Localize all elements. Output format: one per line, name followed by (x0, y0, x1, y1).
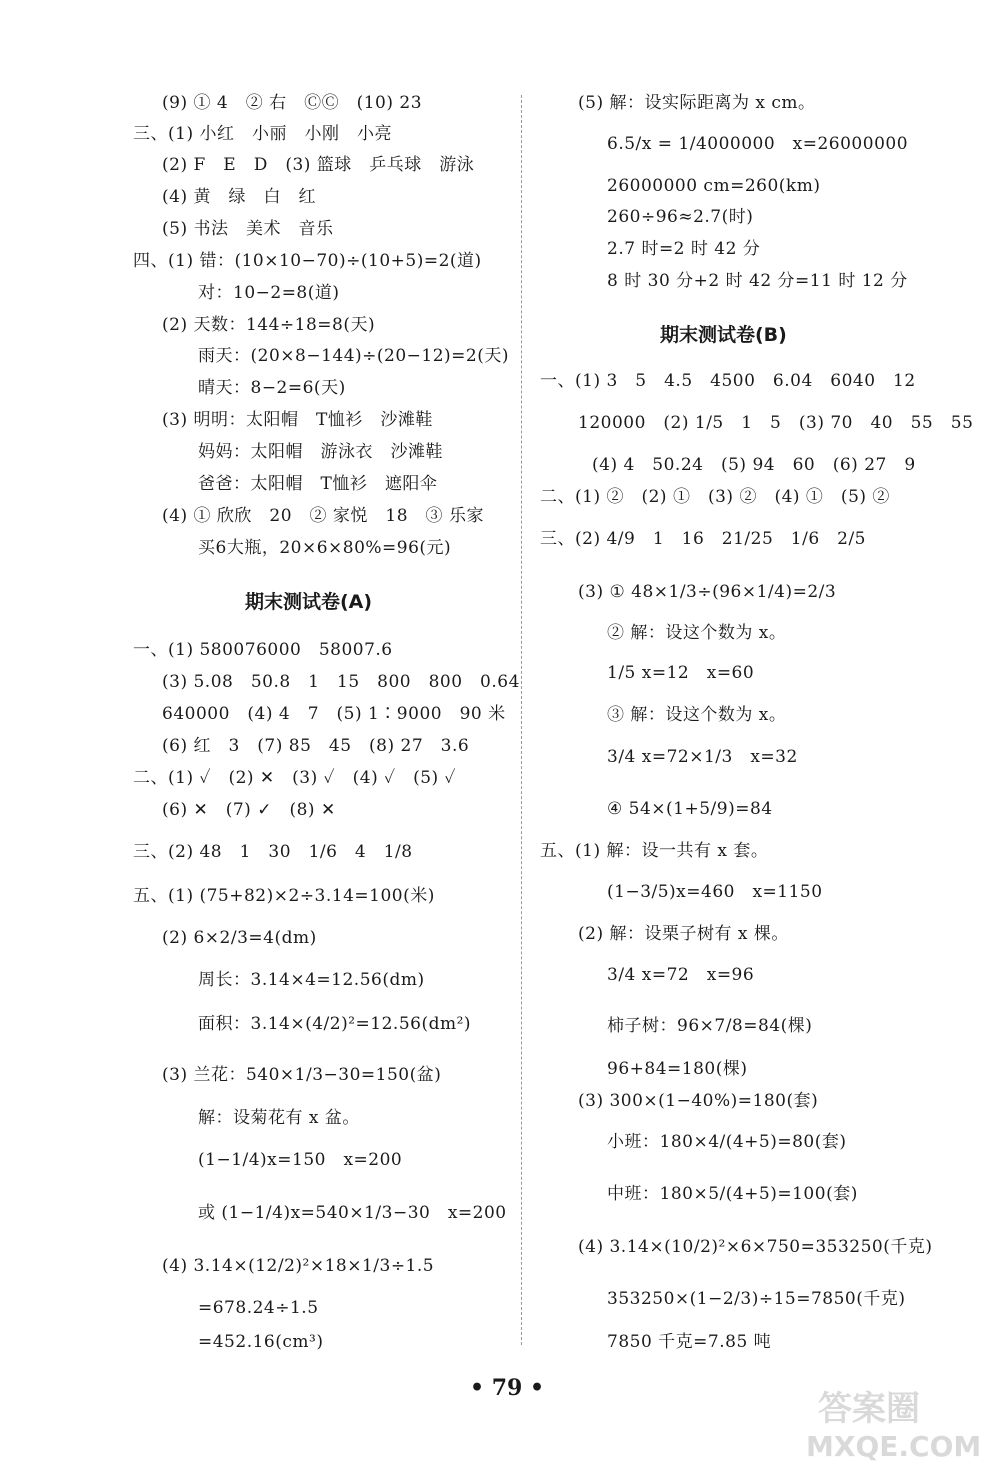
answer-line: (9) ① 4 ② 右 ⒸⒸ (10) 23 (162, 93, 423, 113)
answer-line: =452.16(cm³) (198, 1332, 324, 1352)
answer-line: 7850 千克=7.85 吨 (607, 1332, 772, 1352)
answer-line: (4) 3.14×(12/2)²×18×1/3÷1.5 (162, 1256, 435, 1276)
answer-line: (5) 书法 美术 音乐 (162, 219, 334, 239)
answer-line: (3) 300×(1−40%)=180(套) (578, 1091, 819, 1111)
watermark-text-top: 答案圈 (818, 1389, 920, 1429)
answer-line: 妈妈：太阳帽 游泳衣 沙滩鞋 (198, 442, 443, 462)
answer-line: 3/4 x=72 x=96 (607, 965, 755, 985)
answer-line: (2) F E D (3) 篮球 乒乓球 游泳 (162, 155, 475, 175)
answer-line: ② 解：设这个数为 x。 (607, 623, 787, 643)
answer-line: (4) 黄 绿 白 红 (162, 187, 316, 207)
answer-line: 1/5 x=12 x=60 (607, 663, 755, 683)
answer-line: 96+84=180(棵) (607, 1059, 748, 1079)
answer-line: (3) 5.08 50.8 1 15 800 800 0.64 (162, 672, 520, 692)
answer-line: 二、(1) ✓ (2) ✕ (3) ✓ (4) ✓ (5) ✓ (133, 768, 457, 788)
answer-line: (4) 3.14×(10/2)²×6×750=353250(千克) (578, 1237, 933, 1257)
answer-line: (5) 解：设实际距离为 x cm。 (578, 93, 816, 113)
answer-line: (4) 4 50.24 (5) 94 60 (6) 27 9 (592, 455, 916, 475)
answer-line: 二、(1) ② (2) ① (3) ② (4) ① (5) ② (540, 487, 890, 507)
page-number: • 79 • (470, 1375, 545, 1401)
answer-line: ④ 54×(1+5/9)=84 (607, 799, 773, 819)
answer-line: 2.7 时=2 时 42 分 (607, 239, 761, 259)
answer-line: (4) ① 欣欣 20 ② 家悦 18 ③ 乐家 (162, 506, 484, 526)
answer-line: 雨天：(20×8−144)÷(20−12)=2(天) (198, 346, 509, 366)
answer-line: 3/4 x=72×1/3 x=32 (607, 747, 798, 767)
answer-line: 四、(1) 错：(10×10−70)÷(10+5)=2(道) (133, 251, 482, 271)
answer-line: 三、(2) 48 1 30 1/6 4 1/8 (133, 842, 413, 862)
answer-line: (2) 解：设栗子树有 x 棵。 (578, 924, 789, 944)
answer-line: (1−3/5)x=460 x=1150 (607, 882, 823, 902)
answer-line: 一、(1) 3 5 4.5 4500 6.04 6040 12 (540, 371, 916, 391)
answer-line: 三、(2) 4/9 1 16 21/25 1/6 2/5 (540, 529, 867, 549)
answer-line: (2) 6×2/3=4(dm) (162, 928, 317, 948)
answer-line: 8 时 30 分+2 时 42 分=11 时 12 分 (607, 271, 908, 291)
answer-line: (3) ① 48×1/3÷(96×1/4)=2/3 (578, 582, 837, 602)
answer-line: (2) 天数：144÷18=8(天) (162, 315, 376, 335)
answer-line: 周长：3.14×4=12.56(dm) (198, 970, 425, 990)
answer-line: 640000 (4) 4 7 (5) 1∶9000 90 米 (162, 704, 506, 724)
column-divider (521, 95, 522, 1345)
answer-line: 一、(1) 580076000 58007.6 (133, 640, 393, 660)
answer-line: 柿子树：96×7/8=84(棵) (607, 1016, 813, 1036)
answer-line: 五、(1) (75+82)×2÷3.14=100(米) (133, 886, 435, 906)
answer-line: 小班：180×4/(4+5)=80(套) (607, 1132, 847, 1152)
answer-line: (6) 红 3 (7) 85 45 (8) 27 3.6 (162, 736, 470, 756)
answer-line: (3) 兰花：540×1/3−30=150(盆) (162, 1065, 442, 1085)
answer-line: =678.24÷1.5 (198, 1298, 319, 1318)
answer-line: (6) ✕ (7) ✓ (8) ✕ (162, 800, 336, 820)
answer-line: 120000 (2) 1/5 1 5 (3) 70 40 55 55 (578, 413, 974, 433)
answer-line: 买6大瓶，20×6×80%=96(元) (198, 538, 452, 558)
answer-line: 6.5/x = 1/4000000 x=26000000 (607, 134, 909, 154)
watermark-text-bottom: MXQE.COM (806, 1430, 982, 1462)
answer-line: 晴天：8−2=6(天) (198, 378, 346, 398)
answer-line: 260÷96≈2.7(时) (607, 207, 754, 227)
answer-line: (3) 明明：太阳帽 T恤衫 沙滩鞋 (162, 410, 433, 430)
answer-line: 解：设菊花有 x 盆。 (198, 1108, 360, 1128)
answer-line: 或 (1−1/4)x=540×1/3−30 x=200 (198, 1203, 507, 1223)
answer-line: 353250×(1−2/3)÷15=7850(千克) (607, 1289, 906, 1309)
answer-line: ③ 解：设这个数为 x。 (607, 705, 787, 725)
section-heading-a: 期末测试卷(A) (245, 591, 373, 613)
answer-line: 三、(1) 小红 小丽 小刚 小亮 (133, 124, 392, 144)
answer-line: 面积：3.14×(4/2)²=12.56(dm²) (198, 1014, 472, 1034)
answer-line: 中班：180×5/(4+5)=100(套) (607, 1184, 858, 1204)
section-heading-b: 期末测试卷(B) (660, 324, 787, 346)
answer-line: 爸爸：太阳帽 T恤衫 遮阳伞 (198, 474, 438, 494)
answer-line: 26000000 cm=260(km) (607, 176, 821, 196)
answer-line: 五、(1) 解：设一共有 x 套。 (540, 841, 769, 861)
answer-line: (1−1/4)x=150 x=200 (198, 1150, 403, 1170)
watermark-logo (800, 1382, 990, 1462)
answer-line: 对：10−2=8(道) (198, 283, 340, 303)
